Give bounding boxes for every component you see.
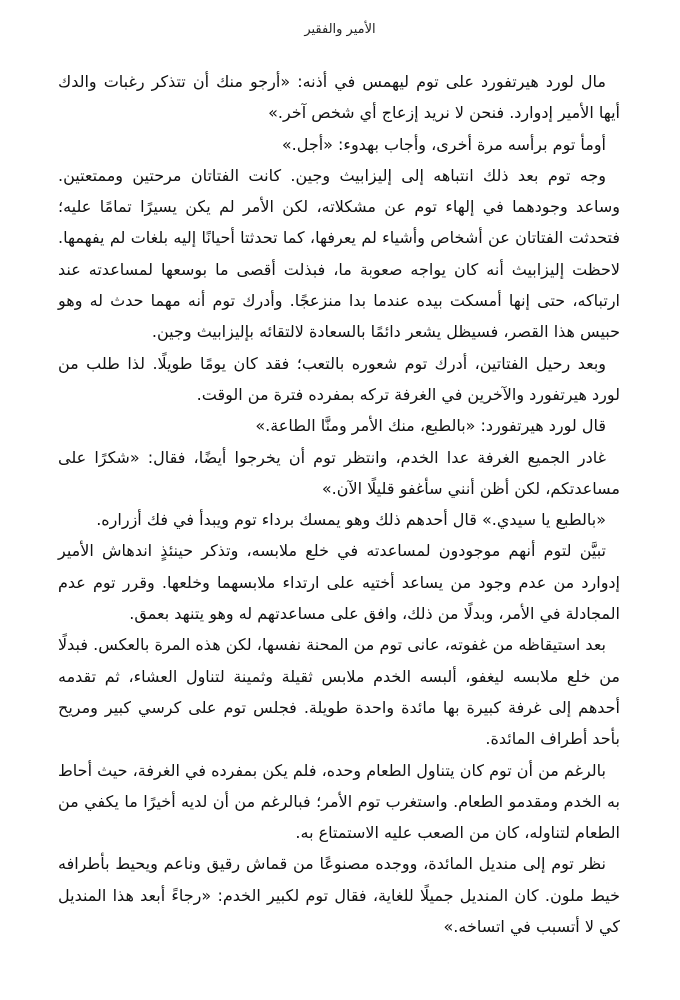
paragraph: وبعد رحيل الفتاتين، أدرك توم شعوره بالتعب؛ فقد كان يومًا طويلًا. لذا طلب من لورد هيرتفورد والآخرين في الغرفة تركه بمفرده فترة من الوقت. [58,353,620,404]
paragraph: وجه توم بعد ذلك انتباهه إلى إليزابيث وجين. كانت الفتاتان مرحتين وممتعتين. وساعد وجودهما في إلهاء توم عن مشكلاته، لكن الأمر لم يكن يسيرًا تمامًا عليه؛ فتحدثت الفتاتان عن أشخاص وأشياء لم يعرفها، كما تحدثتا أحيانًا إليه بلغات لم يفهمها. لاحظت إليزابيث أنه كان يواجه صعوبة ما، فبذلت أقصى ما بوسعها لمساعدته عند ارتباكه، حتى إنها أمسكت بيده عندما بدا منزعجًا. وأدرك توم أنه مهما حدث له وهو حبيس هذا القصر، فسيظل يشعر دائمًا بالسعادة لالتقائه بإليزابيث وجين. [58,165,620,342]
paragraph: مال لورد هيرتفورد على توم ليهمس في أذنه: «أرجو منك أن تتذكر رغبات والدك أيها الأمير إدوارد. فنحن لا نريد إزعاج أي شخص آخر.» [58,72,620,123]
running-title: الأمير والفقير [304,22,376,37]
paragraph: «بالطبع يا سيدي.» قال أحدهم ذلك وهو يمسك برداء توم ويبدأ في فك أزراره. [96,510,606,530]
paragraph: قال لورد هيرتفورد: «بالطبع، منك الأمر ومنَّا الطاعة.» [255,416,606,436]
paragraph: تبيَّن لتوم أنهم موجودون لمساعدته في خلع ملابسه، وتذكر حينئذٍ اندهاش الأمير إدوارد من عدم وجود من يساعد أختيه على ارتداء ملابسهما وخلعها. وقرر توم عدم المجادلة في الأمر، وبدلًا من ذلك، وافق على مساعدتهم له وهو يتنهد بعمق. [58,541,620,624]
paragraph: نظر توم إلى منديل المائدة، ووجده مصنوعًا من قماش رقيق وناعم ويحيط بأطرافه خيط ملون. كان المنديل جميلًا للغاية، فقال توم لكبير الخدم: «رجاءً أبعد هذا المنديل كي لا أتسبب في اتساخه.» [58,854,620,937]
paragraph: أومأ توم برأسه مرة أخرى، وأجاب بهدوء: «أجل.» [281,134,606,154]
paragraph: بعد استيقاظه من غفوته، عانى توم من المحنة نفسها، لكن هذه المرة بالعكس. فبدلًا من خلع ملابسه ليغفو، ألبسه الخدم ملابس ثقيلة وثمينة لتناول العشاء، ثم تقدمه أحدهم إلى غرفة كبيرة بها مائدة واحدة طويلة. فجلس توم على كرسي كبير ومريح بأحد أطراف المائدة. [58,635,620,749]
paragraph: بالرغم من أن توم كان يتناول الطعام وحده، فلم يكن بمفرده في الغرفة، حيث أحاط به الخدم ومقدمو الطعام. واستغرب توم الأمر؛ فبالرغم من أن لديه أخيرًا ما يكفي من الطعام لتناوله، كان من الصعب عليه الاستمتاع به. [58,760,620,843]
paragraph: غادر الجميع الغرفة عدا الخدم، وانتظر توم أن يخرجوا أيضًا، فقال: «شكرًا على مساعدتكم، لكن أظن أنني سأغفو قليلًا الآن.» [58,447,620,498]
body-text [58,66,620,942]
